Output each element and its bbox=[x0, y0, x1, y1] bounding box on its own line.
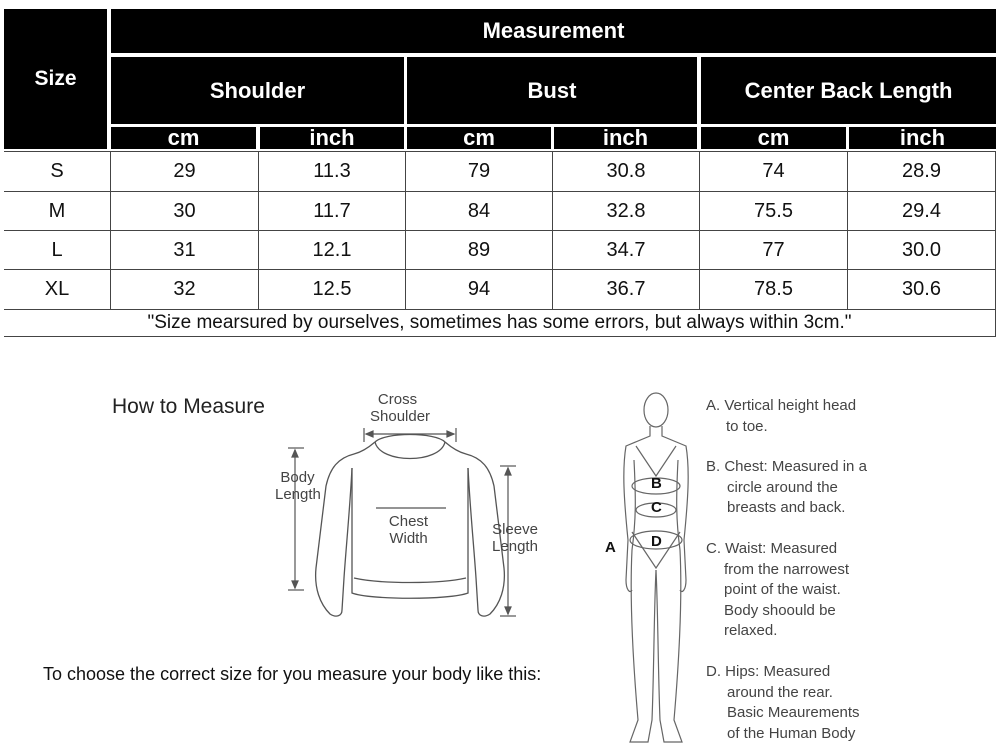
value-cell: 12.1 bbox=[259, 231, 406, 270]
unit-header: cm bbox=[701, 127, 846, 149]
group-header-bust: Bust bbox=[407, 57, 697, 124]
value-cell: 12.5 bbox=[259, 270, 406, 310]
value-cell: 34.7 bbox=[553, 231, 700, 270]
cross-shoulder-label: Cross Shoulder bbox=[370, 391, 431, 425]
value-cell: 84 bbox=[406, 192, 553, 231]
group-header-shoulder: Shoulder bbox=[111, 57, 404, 124]
value-cell: 78.5 bbox=[700, 270, 848, 310]
body-letter-b: B bbox=[651, 475, 662, 492]
value-cell: 11.7 bbox=[259, 192, 406, 231]
size-cell: M bbox=[4, 192, 111, 231]
body-letter-c: C bbox=[651, 499, 662, 516]
size-header: Size bbox=[4, 9, 107, 149]
step-b: B. Chest: Measured in a circle around the breasts and back. bbox=[706, 458, 867, 516]
value-cell: 94 bbox=[406, 270, 553, 310]
group-header-center-back-length: Center Back Length bbox=[701, 57, 996, 124]
size-cell: S bbox=[4, 152, 111, 192]
step-a: A. Vertical height head to toe. bbox=[706, 397, 857, 435]
value-cell: 32 bbox=[111, 270, 259, 310]
body-length-label: Body Length bbox=[275, 469, 321, 503]
size-cell: XL bbox=[4, 270, 111, 310]
value-cell: 32.8 bbox=[553, 192, 700, 231]
value-cell: 36.7 bbox=[553, 270, 700, 310]
value-cell: 29.4 bbox=[848, 192, 996, 231]
value-cell: 79 bbox=[406, 152, 553, 192]
step-c: C. Waist: Measured from the narrowest point of the waist. Body shoould be relaxed. bbox=[706, 540, 850, 639]
unit-header: inch bbox=[554, 127, 697, 149]
unit-header: cm bbox=[407, 127, 551, 149]
measurement-header: Measurement bbox=[111, 9, 996, 53]
value-cell: 30.0 bbox=[848, 231, 996, 270]
value-cell: 31 bbox=[111, 231, 259, 270]
human-body-diagram bbox=[600, 390, 700, 752]
value-cell: 89 bbox=[406, 231, 553, 270]
value-cell: 30.6 bbox=[848, 270, 996, 310]
value-cell: 11.3 bbox=[259, 152, 406, 192]
chest-width-label: Chest Width bbox=[388, 513, 429, 547]
unit-header: cm bbox=[111, 127, 256, 149]
value-cell: 74 bbox=[700, 152, 848, 192]
body-letter-a: A bbox=[605, 539, 616, 556]
value-cell: 29 bbox=[111, 152, 259, 192]
value-cell: 30 bbox=[111, 192, 259, 231]
size-cell: L bbox=[4, 231, 111, 270]
value-cell: 28.9 bbox=[848, 152, 996, 192]
how-to-measure-title: How to Measure bbox=[112, 395, 265, 418]
value-cell: 30.8 bbox=[553, 152, 700, 192]
measurement-note: "Size mearsured by ourselves, sometimes has some errors, but always within 3cm." bbox=[4, 310, 996, 337]
value-cell: 75.5 bbox=[700, 192, 848, 231]
value-cell: 77 bbox=[700, 231, 848, 270]
body-letter-d: D bbox=[651, 533, 662, 550]
choose-size-instruction: To choose the correct size for you measure your body like this: bbox=[43, 664, 542, 684]
sleeve-length-label: Sleeve Length bbox=[492, 521, 538, 555]
unit-header: inch bbox=[260, 127, 404, 149]
step-d: D. Hips: Measured around the rear. Basic Meaurements of the Human Body bbox=[706, 663, 860, 742]
unit-header: inch bbox=[849, 127, 996, 149]
